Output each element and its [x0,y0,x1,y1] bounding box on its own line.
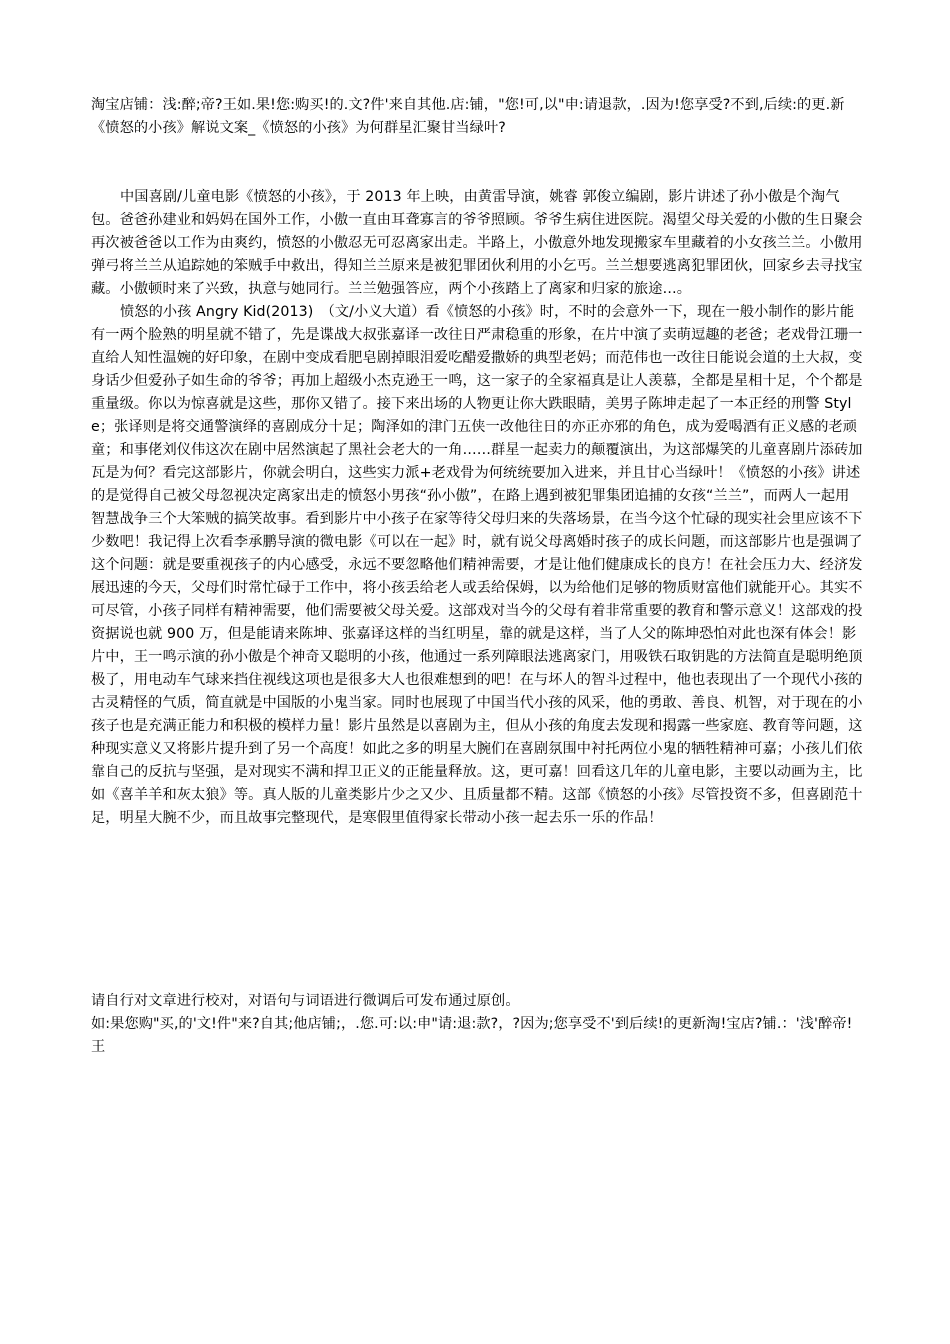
footer-note: 请自行对文章进行校对，对语句与词语进行微调后可发布通过原创。 [91,993,520,1009]
footer-watermark-text: 如:果您购"买,的'文!件"来?自其;他店铺;，.您.可:以:申"请:退:款?，?因为;您享受不'到后续!的更新淘!宝店?铺.：'浅'醉帝!王 [91,1016,853,1055]
document-footer [91,990,863,1059]
article-paragraph-synopsis: 中国喜剧/儿童电影《愤怒的小孩》，于 2013 年上映，由黄雷导演，姚睿 郭俊立编剧，影片讲述了孙小傲是个淘气包。爸爸孙建业和妈妈在国外工作，小傲一直由耳聋寡言的爷爷照顾。爷爷生病住进医院。渴望父母关爱的小傲的生日聚会再次被爸爸以工作为由爽约，愤怒的小傲忍无可忍离家出走。半路上，小傲意外地发现搬家车里藏着的小女孩兰兰。小傲用弹弓将兰兰从追踪她的笨贼手中救出，得知兰兰原来是被犯罪团伙利用的小乞丐。兰兰想要逃离犯罪团伙，回家乡去寻找宝藏。小傲顿时来了兴致，执意与她同行。兰兰勉强答应，两个小孩踏上了离家和归家的旅途…。 [91,189,863,297]
article-paragraph-review: 愤怒的小孩 Angry Kid(2013) （文/小义大道）看《愤怒的小孩》时，不时的会意外一下，现在一般小制作的影片能有一两个脸熟的明星就不错了，先是谍战大叔张嘉译一改往日严肃稳重的形象，在片中演了卖萌逗趣的老爸；老戏骨江珊一直给人知性温婉的好印象，在剧中变成看肥皂剧掉眼泪爱吃醋爱撒娇的典型老妈；而范伟也一改往日能说会道的土大叔，变身话少但爱孙子如生命的爷爷；再加上超级小杰克逊王一鸣，这一家子的全家福真是让人羡慕，全都是星相十足，个个都是重量级。你以为惊喜就是这些，那你又错了。接下来出场的人物更让你大跌眼睛，美男子陈坤走起了一本正经的刑警 Style；张译则是将交通警演绎的喜剧成分十足；陶泽如的津门五侠一改他往日的亦正亦邪的角色，成为爱喝酒有正义感的老顽童；和事佬刘仪伟这次在剧中居然演起了黑社会老大的一角……群星一起卖力的颠覆演出，为这部爆笑的儿童喜剧片添砖加瓦是为何？看完这部影片，你就会明白，这些实力派+老戏骨为何统统要加入进来，并且甘心当绿叶！《愤怒的小孩》讲述的是觉得自己被父母忽视决定离家出走的愤怒小男孩“孙小傲”，在路上遇到被犯罪集团追捕的女孩“兰兰”，而两人一起用智慧战争三个大笨贼的搞笑故事。看到影片中小孩子在家等待父母归来的失落场景，在当今这个忙碌的现实社会里应该不下少数吧！我记得上次看李承鹏导演的微电影《可以在一起》时，就有说父母离婚时孩子的成长问题，而这部影片也是强调了这个问题：就是要重视孩子的内心感受，永远不要忽略他们精神需要，才是让他们健康成长的良方！在社会压力大、经济发展迅速的今天，父母们时常忙碌于工作中，将小孩丢给老人或丢给保姆，以为给他们足够的物质财富他们就能开心。其实不可尽管，小孩子同样有精神需要，他们需要被父母关爱。这部戏对当今的父母有着非常重要的教育和警示意义！这部戏的投资据说也就 900 万，但是能请来陈坤、张嘉译这样的当红明星，靠的就是这样，当了人父的陈坤恐怕对此也深有体会！影片中，王一鸣示演的孙小傲是个神奇又聪明的小孩，他通过一系列障眼法逃离家门，用吸铁石取钥匙的方法简直是聪明绝顶极了，用电动车气球来挡住视线这项也是很多大人也很难想到的吧！在与坏人的智斗过程中，他也表现出了一个现代小孩的古灵精怪的气质，简直就是中国版的小鬼当家。同时也展现了中国当代小孩的风采，他的勇敢、善良、机智，对于现在的小孩子也是充满正能力和积极的模样力量！影片虽然是以喜剧为主，但从小孩的角度去发现和揭露一些家庭、教育等问题，这种现实意义又将影片提升到了另一个高度！如此之多的明星大腕们在喜剧氛围中衬托两位小鬼的牺牲精神可嘉；小孩儿们依靠自己的反抗与坚强，是对现实不满和捍卫正义的正能量释放。这，更可嘉！回看这几年的儿童电影，主要以动画为主，比如《喜羊羊和灰太狼》等。真人版的儿童类影片少之又少、且质量都不精。这部《愤怒的小孩》尽管投资不多，但喜剧范十足，明星大腕不少，而且故事完整现代，是寒假里值得家长带动小孩一起去乐一乐的作品！ [91,304,863,826]
document-header: 淘宝店铺：浅:醉;帝?王如.果!您:购买!的.文?件'来自其他.店:铺，"您!可,以"申:请退款，.因为!您享受?不到,后续:的更.新《愤怒的小孩》解说文案_《愤怒的小孩》为何群星汇聚甘当绿叶? [91,97,845,136]
article-body [91,186,863,830]
